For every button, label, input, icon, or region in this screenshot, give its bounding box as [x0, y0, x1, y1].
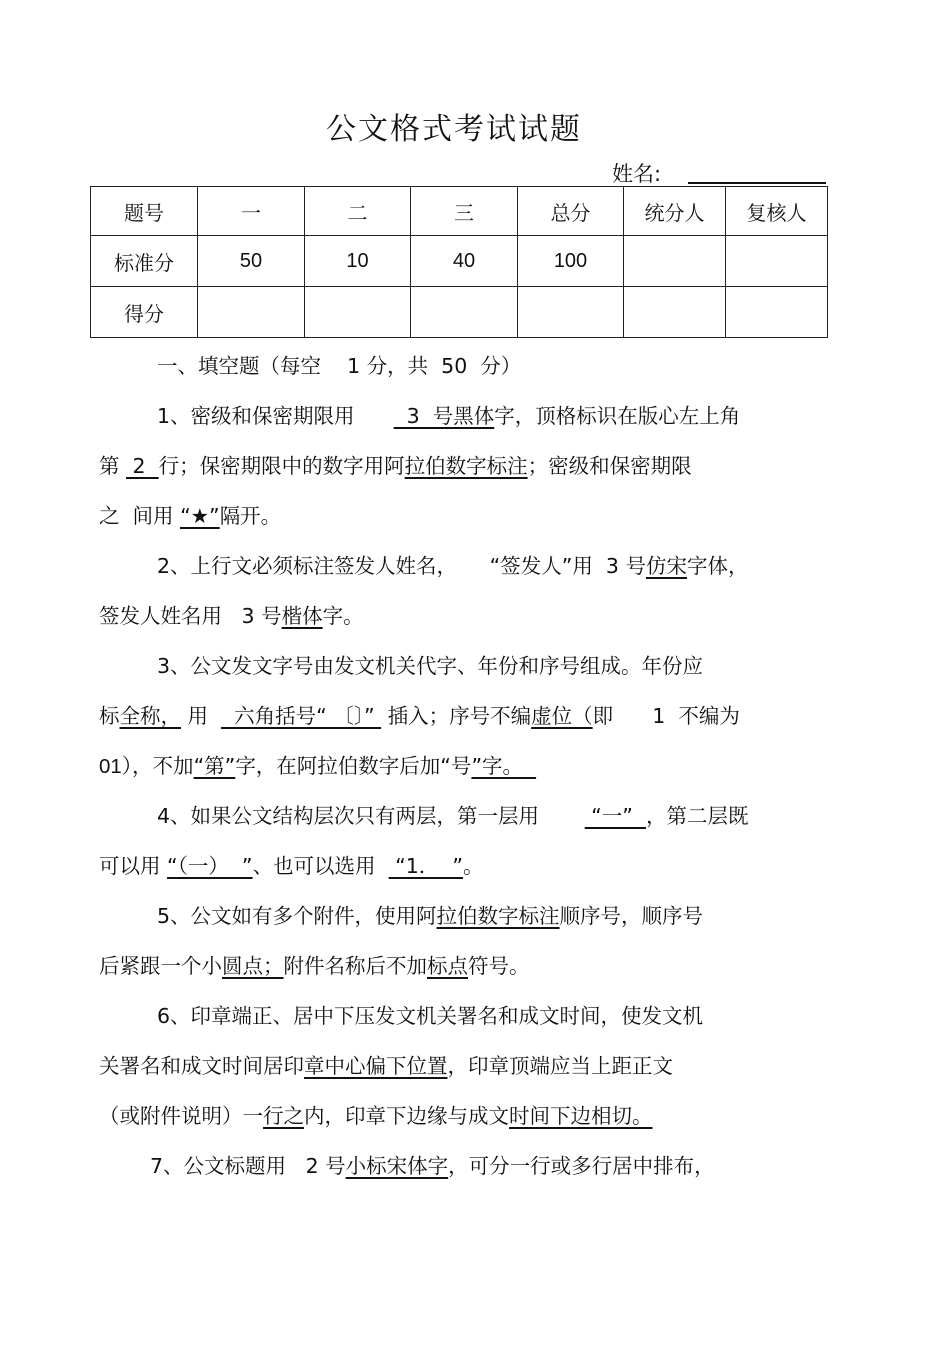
table-cell: 三	[411, 187, 518, 236]
text-span: 字，顶格标识在版心左上角	[494, 404, 741, 428]
question-line	[157, 802, 748, 830]
answer-blank[interactable]: 时间下边相切。	[509, 1104, 653, 1128]
text-span: 符号。	[468, 954, 530, 978]
text-span: 附件名称后不加	[283, 954, 427, 978]
name-blank-line[interactable]	[688, 182, 826, 184]
answer-blank[interactable]: 全称，	[119, 704, 181, 728]
answer-blank[interactable]: “★”	[180, 504, 220, 528]
answer-blank[interactable]: 行之	[263, 1104, 304, 1128]
answer-blank[interactable]: 标点	[427, 954, 468, 978]
text-span: 5、公文如有多个附件，使用阿	[157, 904, 437, 928]
question-line: 6、印章端正、居中下压发文机关署名和成文时间，使发文机	[157, 1004, 704, 1028]
text-span: 插入；序号不编	[381, 704, 532, 728]
text-span: 01），不加	[99, 755, 194, 778]
question-line	[157, 402, 740, 430]
text-span: 后紧跟一个小	[99, 954, 222, 978]
table-cell[interactable]	[726, 236, 828, 287]
table-cell: 100	[518, 236, 624, 287]
table-cell[interactable]	[305, 287, 411, 338]
text-span: （或附件说明）一	[99, 1104, 263, 1128]
answer-blank[interactable]: 六角括号“ 〔〕”	[221, 704, 382, 728]
table-header-row	[91, 187, 828, 236]
table-cell: 题号	[91, 187, 198, 236]
question-line	[99, 702, 740, 730]
answer-blank[interactable]: “1． ”	[388, 854, 463, 878]
question-line	[99, 852, 483, 880]
table-cell: 二	[305, 187, 411, 236]
answer-blank[interactable]: 章中心偏下位置	[304, 1054, 448, 1078]
answer-blank[interactable]: 楷体	[281, 604, 323, 628]
answer-blank[interactable]: “（一） ”	[167, 854, 253, 878]
text-span: 关署名和成文时间居印	[99, 1054, 304, 1078]
text-span: 、也可以选用	[252, 854, 389, 878]
table-cell: 50	[198, 236, 305, 287]
name-label: 姓名:	[612, 162, 662, 186]
table-cell: 一	[198, 187, 305, 236]
text-span: 1、密级和保密期限用	[157, 404, 394, 428]
answer-blank[interactable]: ”字。	[471, 754, 537, 778]
text-span: 。	[462, 854, 484, 878]
table-cell[interactable]	[518, 287, 624, 338]
table-cell[interactable]	[198, 287, 305, 338]
text-span: 用	[181, 704, 222, 728]
table-row	[91, 236, 828, 287]
question-line	[157, 902, 703, 930]
text-span: 4、如果公文结构层次只有两层，第一层用	[157, 804, 585, 828]
text-span: 内，印章下边缘与成文	[304, 1104, 509, 1128]
answer-blank[interactable]: “第”	[193, 754, 236, 778]
text-span: 7、公文标题用 2 号	[150, 1154, 346, 1178]
table-cell: 10	[305, 236, 411, 287]
table-cell[interactable]	[411, 287, 518, 338]
table-row	[91, 287, 828, 338]
text-span: 第	[99, 454, 127, 478]
answer-blank[interactable]: “一”	[584, 804, 646, 828]
text-span: 标	[99, 704, 120, 728]
text-span: 可以用	[99, 854, 168, 878]
document-title: 公文格式考试试题	[326, 112, 582, 147]
text-span: 隔开。	[219, 504, 282, 528]
question-line	[99, 1052, 673, 1080]
answer-blank[interactable]: 拉伯数字标注	[436, 904, 560, 928]
text-span: 签发人姓名用 3 号	[99, 604, 282, 628]
text-span: ，印章顶端应当上距正文	[447, 1054, 673, 1078]
text-span: 即 1 不编为	[592, 704, 740, 728]
table-cell: 40	[411, 236, 518, 287]
answer-blank[interactable]: 虚位（	[531, 704, 593, 728]
section-heading: 一、填空题（每空 1 分，共 50 分）	[157, 354, 522, 378]
text-span: ；密级和保密期限	[527, 454, 692, 478]
question-line	[99, 502, 281, 530]
text-span: ，第二层既	[645, 804, 749, 828]
table-cell: 标准分	[91, 236, 198, 287]
table-cell: 复核人	[726, 187, 828, 236]
text-span: 顺序号，顺序号	[559, 904, 704, 928]
table-cell: 总分	[518, 187, 624, 236]
table-cell[interactable]	[726, 287, 828, 338]
question-line	[99, 952, 530, 980]
question-line	[99, 1102, 653, 1130]
answer-blank[interactable]: 圆点；	[222, 954, 284, 978]
question-line	[99, 602, 364, 630]
answer-blank[interactable]: 3 号黑体	[393, 404, 495, 428]
answer-blank[interactable]: 小标宋体字	[345, 1154, 449, 1178]
table-cell[interactable]	[624, 287, 726, 338]
text-span: ，可分一行或多行居中排布，	[448, 1154, 715, 1178]
text-span: 行；保密期限中的数字用阿	[158, 454, 405, 478]
question-line	[99, 752, 536, 781]
text-span: 2、上行文必须标注签发人姓名， “签发人”用 3 号	[157, 554, 646, 578]
answer-blank[interactable]: 2	[126, 454, 159, 478]
text-span: 之 间用	[99, 504, 181, 528]
text-span: 字，在阿拉伯数字后加“号	[235, 754, 472, 778]
question-line: 3、公文发文字号由发文机关代字、年份和序号组成。年份应	[157, 654, 704, 678]
answer-blank[interactable]: 拉伯数字标注	[404, 454, 528, 478]
score-table	[90, 186, 828, 338]
table-cell: 得分	[91, 287, 198, 338]
question-line	[150, 1152, 715, 1180]
table-cell: 统分人	[624, 187, 726, 236]
question-line	[99, 452, 692, 480]
question-line	[157, 552, 748, 580]
text-span: 字体，	[686, 554, 749, 578]
answer-blank[interactable]: 仿宋	[645, 554, 687, 578]
text-span: 字。	[322, 604, 364, 628]
table-cell[interactable]	[624, 236, 726, 287]
